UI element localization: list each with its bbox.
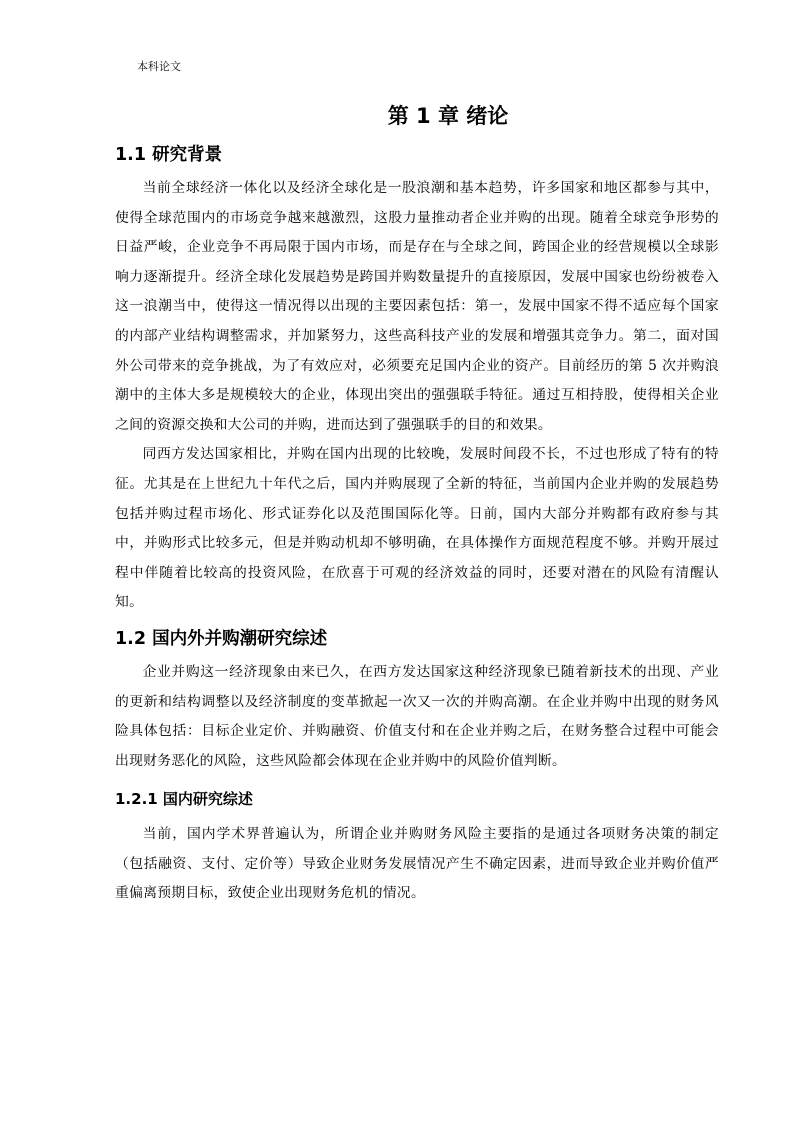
section-heading-1-2: 1.2 国内外并购潮研究综述	[115, 628, 328, 649]
paragraph: 同西方发达国家相比，并购在国内出现的比较晚，发展时间段不长，不过也形成了特有的特征。尤其是在上世纪九十年代之后，国内并购展现了全新的特征，当前国内企业并购的发展趋势包括并购过程市场化、形式证券化以及范围国际化等。日前，国内大部分并购都有政府参与其中，并购形式比较多元，但是并购动机却不够明确，在具体操作方面规范程度不够。并购开展过程中伴随着比较高的投资风险，在欣喜于可观的经济效益的同时，还要对潜在的风险有清醒认知。	[115, 446, 719, 611]
page-content	[115, 98, 719, 909]
section-heading-1-2-1: 1.2.1 国内研究综述	[115, 790, 253, 809]
running-header: 本科论文	[137, 60, 181, 73]
paragraph: 企业并购这一经济现象由来已久，在西方发达国家这种经济现象已随着新技术的出现、产业的更新和结构调整以及经济制度的变革掀起一次又一次的并购高潮。在企业并购中出现的财务风险具体包括：目标企业定价、并购融资、价值支付和在企业并购之后，在财务整合过程中可能会出现财务恶化的风险，这些风险都会体现在企业并购中的风险价值判断。	[115, 663, 719, 769]
chapter-title: 第 1 章 绪论	[387, 104, 509, 128]
section-heading-1-1: 1.1 研究背景	[115, 145, 223, 165]
paragraph: 当前，国内学术界普遍认为，所谓企业并购财务风险主要指的是通过各项财务决策的制定（包括融资、支付、定价等）导致企业财务发展情况产生不确定因素，进而导致企业并购价值严重偏离预期目标，致使企业出现财务危机的情况。	[115, 826, 719, 902]
paragraph: 当前全球经济一体化以及经济全球化是一股浪潮和基本趋势，许多国家和地区都参与其中，使得全球范围内的市场竞争越来越激烈，这股力量推动者企业并购的出现。随着全球竞争形势的日益严峻，企业竞争不再局限于国内市场，而是存在与全球之间，跨国企业的经营规模以全球影响力逐渐提升。经济全球化发展趋势是跨国并购数量提升的直接原因，发展中国家也纷纷被卷入这一浪潮当中，使得这一情况得以出现的主要因素包括：第一，发展中国家不得不适应每个国家的内部产业结构调整需求，并加紧努力，这些高科技产业的发展和增强其竞争力。第二，面对国外公司带来的竞争挑战，为了有效应对，必须要充足国内企业的资产。目前经历的第 5 次并购浪潮中的主体大多是规模较大的企业，体现出突出的强强联手特征。通过互相持股，使得相关企业之间的资源交换和大公司的并购，进而达到了强强联手的目的和效果。	[115, 180, 719, 433]
